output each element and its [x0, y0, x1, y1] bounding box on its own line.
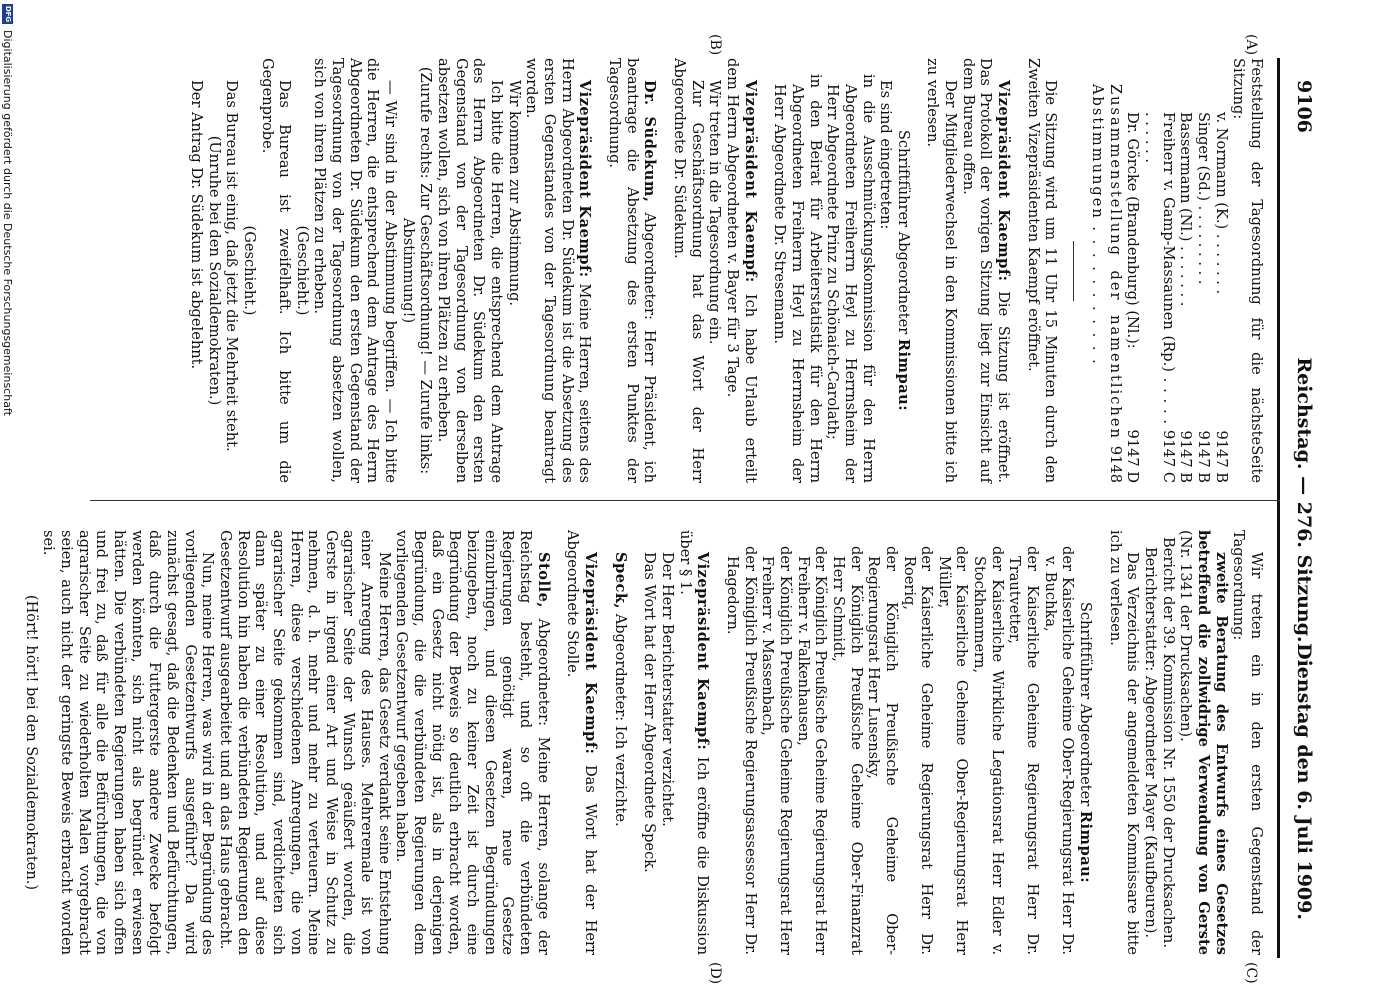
toc-entry: [1124, 58, 1142, 483]
commissioner-entry: der Kaiserliche Geheime Ober-Regierungsrat Herr Müller,: [935, 546, 971, 955]
paragraph: Die Sitzung wird um 11 Uhr 15 Minuten durch den Zweiten Vizepräsidenten Kaempf eröffnet.: [1024, 58, 1060, 483]
interjection: (Hört! hört! bei den Sozialdemokraten.): [22, 594, 40, 891]
paragraph: — Wir sind in der Abstimmung begriffen. — Ich bitte die Herren, die entsprechend dem Antrage des Herrn Abgeordneten Dr. Südekum den ersten Gegenstand der Tagesordnung von der Tagesordnung absetzen wollen, sich von ihren Plätzen zu erheben.: [311, 58, 400, 483]
speaker-name: Vizepräsident Kaempf:: [576, 80, 594, 278]
header-rule: [1277, 58, 1280, 958]
margin-marker-b: (B): [707, 34, 723, 56]
commissioner-entry: der Königlich Preußische Regierungsassessor Herr Dr. Hagedorn.: [723, 546, 759, 955]
paragraph: Der Antrag Dr. Südekum ist abgelehnt.: [187, 80, 205, 370]
speaker-name: Vizepräsident Kaempf:: [741, 80, 759, 283]
speaker-name: Vizepräsident Kaempf:: [995, 80, 1013, 282]
page-number: 9106: [1293, 80, 1315, 133]
section-divider: [1073, 241, 1074, 301]
interjection: (Geschieht.): [240, 225, 258, 316]
margin-marker-d: (D): [707, 962, 723, 985]
toc-entry: [1141, 58, 1176, 483]
paragraph: Abgeordneter: Herr Präsident, ich beantrage die Absetzung des ersten Punktes der Tagesordnung.: [606, 58, 659, 484]
paragraph: Abgeordneter: Ich verzichte.: [611, 613, 629, 827]
paragraph: Das Wort hat der Herr Abgeordnete Speck.: [641, 552, 659, 873]
commissioner-entry: der Kaiserliche Geheime Regierungsrat Herr Dr. Trautvetter,: [1006, 546, 1042, 955]
paragraph: Ich habe Urlaub erteilt dem Herrn Abgeordneten v. Bayer für 3 Tage.: [723, 58, 759, 483]
commissioner-entry: der Kaiserliche Wirkliche Legationsrat Herr Edler v. Stockhammern,: [971, 546, 1006, 955]
toc-entry-page: 9147 B: [1195, 430, 1213, 483]
speaker-label: Schriftführer Abgeordneter: [1077, 601, 1095, 807]
commissioner-entry: der Königlich Preußische Geheime Regierungsrat Herr Freiherr v. Massenbach,: [759, 546, 794, 955]
speaker-name: Speck,: [611, 552, 629, 610]
toc-entry: [1212, 58, 1230, 483]
paragraph: Das Verzeichnis der angemeldeten Kommissare bitte ich zu verlesen.: [1106, 530, 1142, 955]
toc-entry-page: 9147 C: [1159, 430, 1177, 483]
right-column: [22, 530, 1265, 956]
agenda-item-title: zweite Beratung des Entwurfs eines Gesetzes betreffend die zollwidrige Verwendung von Gerste: [1195, 530, 1230, 955]
toc-entry-text: Zusammenstellung der namentlichen Abstimmungen . . . . . . . . . . .: [1089, 84, 1124, 440]
toc-entry: [1177, 58, 1195, 483]
margin-marker-a: (A): [1243, 34, 1259, 56]
paragraph: Ich bitte die Herren, die entsprechend dem Antrage des Herrn Abgeordneten Dr. Südekum den ersten Gegenstand von der Tagesordnung von derselben absetzen wollen, sich von ihren Plätzen zu erheben.: [435, 58, 506, 483]
toc-title: Feststellung der Tagesordnung für die nächste Sitzung:: [1230, 58, 1265, 446]
session-date: Dienstag den 6. Juli 1909.: [1293, 643, 1315, 920]
paragraph: Der Herr Berichterstatter verzichtet.: [659, 552, 676, 827]
paragraph: Das Bureau ist einig, daß jetzt die Mehrheit steht.: [223, 80, 241, 452]
footer-text: Digitalisierung gefördert durch die Deutsche Forschungsgemeinschaft: [1, 30, 15, 416]
paragraph: Das Wort hat der Herr Abgeordnete Stolle.: [564, 530, 600, 956]
toc-entry-page: 9147 B: [1177, 430, 1195, 483]
toc-entry-text: Freiherr v. Gamp-Massaunen (Rp.) . . . . . . . . . . .: [1142, 112, 1177, 425]
paragraph: Berichterstatter: Abgeordneter Mayer (Kaufbeuren).: [1142, 546, 1160, 939]
paragraph: Es sind eingetreten:: [877, 80, 895, 230]
toc-entry-text: Dr. Görcke (Brandenburg) (Nl.):: [1124, 112, 1142, 349]
column-divider: [90, 500, 1280, 501]
toc-entry-text: v. Normann (K.) . . . . . . .: [1212, 112, 1230, 295]
paragraph: Wir treten in die Tagesordnung ein.: [706, 80, 724, 345]
speaker-label: Schriftführer Abgeordneter: [894, 129, 912, 335]
toc-seite-label: Seite: [1248, 445, 1265, 483]
paragraph: Ich eröffne die Diskussion über § 1.: [676, 530, 712, 956]
paragraph: in den Beirat für Arbeiterstatistik für den Herrn Abgeordneten Freiherrn Heyl zu Herrnsheim der Herr Abgeordnete Dr. Stresemann.: [771, 74, 824, 483]
toc-entry-page: 9147 B: [1212, 430, 1230, 483]
margin-marker-c: (C): [1243, 962, 1259, 984]
speaker-name: Stolle,: [534, 552, 552, 608]
commissioner-entry: der Kaiserliche Geheime Regierungsrat Herr Dr. Roeriq,: [900, 546, 936, 955]
toc-entry-final: [1088, 58, 1123, 483]
paragraph: Bericht der 39. Kommission Nr. 1550 der Drucksachen.: [1159, 537, 1177, 948]
paragraph: Wir treten ein in den ersten Gegenstand der Tagesordnung:: [1230, 530, 1265, 955]
dfg-logo-icon: DFG: [4, 5, 13, 23]
speaker-name: Rimpau:: [1077, 810, 1095, 884]
toc-entry-page: 9148: [1106, 445, 1124, 483]
left-column: [95, 58, 1265, 483]
commissioner-entry: der Kaiserliche Geheime Ober-Regierungsrat Herr Dr. v. Buchka,: [1041, 546, 1077, 955]
toc-entry-text: Bassermann (Nl.) . . . . . . .: [1177, 112, 1195, 307]
digitization-footer: [0, 0, 16, 1000]
toc-entry: [1194, 58, 1212, 483]
paragraph: Zur Geschäftsordnung hat das Wort der Herr Abgeordnete Dr. Südekum.: [670, 58, 706, 483]
speaker-name: Rimpau:: [894, 338, 912, 412]
commissioner-entry: der Königlich Preußische Geheime Regierungsrat Herr Freiherr v. Falkenhausen,: [794, 546, 830, 955]
paragraph: Abgeordneter: Meine Herren, solange der Reichstag besteht, und so oft die verbündeten Regierungen genötigt waren, neue Gesetze einzubringen, und diesen Gesetzen Begründungen beizugeben, noch zu keiner Zeit ist durch eine Begründung der Beweis so deutlich erbracht worden, daß ein Gesetz nicht nötig ist, als in derjenigen Begründung, die die verbündeten Regierungen dem vorliegenden Gesetzentwurf gegeben haben.: [393, 530, 552, 956]
paragraph: Wir kommen zur Abstimmung.: [505, 80, 523, 307]
commissioner-entry: der Königlich Preußische Geheime Ober-Regierungsrat Herr Lusensky,: [865, 546, 900, 955]
paragraph: Der Mitgliederwechsel in den Kommissionen bitte ich zu verlesen.: [924, 58, 960, 483]
toc-heading: [1230, 58, 1265, 483]
speaker-name: Vizepräsident Kaempf:: [582, 552, 600, 755]
interjection: (Unruhe bei den Sozialdemokraten.): [205, 135, 223, 406]
interjection: (Geschieht.): [293, 225, 311, 316]
paragraph: Meine Herren, seitens des Herrn Abgeordneten Dr. Südekum ist die Absetzung des ersten Gegenstandes von der Tagesordnung beantragt worden.: [523, 58, 594, 484]
toc-entry-text: Singer (Sd.) . . . . . . . . .: [1195, 112, 1213, 285]
speaker-name: Vizepräsident Kaempf:: [694, 552, 712, 751]
speaker-name: Dr. Südekum,: [641, 80, 659, 203]
paragraph: (Nr. 1341 der Drucksachen).: [1177, 530, 1195, 742]
paragraph: Das Bureau ist zweifelhaft. Ich bitte um die Gegenprobe.: [258, 58, 294, 483]
paragraph: Meine Herren, das Gesetz verdankt seine Entstehung einer Anregung des Hauses. Mehreremale ist von agrarischer Seite der Wunsch geäußert worden, die Gerste in irgend einer Art und Weise in Schutz zu nehmen, d. h. mehr und mehr zu verteuern. Meine Herren, diese verschiedenen Anregungen, die von agrarischer Seite gekommen sind, verdichteten sich dann später zu einer Resolution, und auf diese Resolution hin haben die verbündeten Regierungen den Gesetzentwurf ausgearbeitet und an das Haus gebracht.: [216, 530, 393, 955]
toc-entry-page: 9147 D: [1124, 429, 1142, 483]
paragraph: Nun, meine Herren, was wird in der Begründung des vorliegenden Gesetzentwurfs ausgeführt? Da wird zunächst gesagt, daß die Bedenken und Befürchtungen, daß durch die Futtergerste andere Zwecke befolgt werden könnten, sich nicht als begründet erwiesen hätten. Die verbündeten Regierungen haben sich offen und frei zu, daß für alle die Befürchtungen, die von agrarischer Seite zu wiederholten Malen vorgebracht seien, auch nicht der geringste Beweis erbracht worden sei.: [40, 530, 217, 955]
interjection: (Zurufe rechts: Zur Geschäftsordnung! — Zurufe links: Abstimmung!): [399, 66, 435, 475]
paragraph: Die Sitzung ist eröffnet. Das Protokoll der vorigen Sitzung liegt zur Einsicht auf dem Bureau offen.: [959, 58, 1013, 484]
page-header: [1285, 50, 1325, 950]
running-title: Reichstag. — 276. Sitzung.: [1293, 357, 1315, 643]
commissioner-entry: der Königlich Preußische Geheime Ober-Finanzrat Herr Schmidt,: [829, 546, 865, 955]
paragraph: in die Ausschmückungskommission für den Herrn Abgeordneten Freiherrn Heyl zu Herrnsheim der Herr Abgeordnete Prinz zu Schönaich-Carolath;: [824, 74, 877, 483]
